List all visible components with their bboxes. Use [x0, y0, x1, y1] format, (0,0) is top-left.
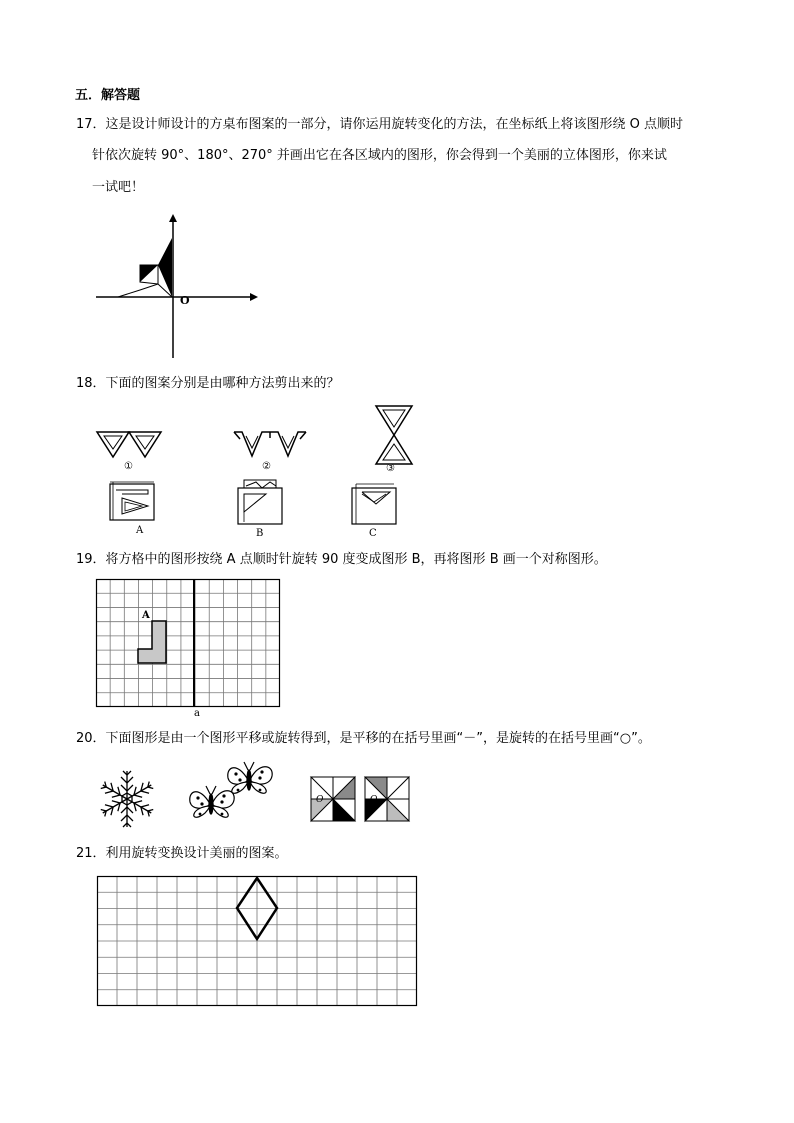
pinwheel-center-label: O: [316, 795, 324, 805]
q18-fold-a: [108, 482, 158, 522]
q18-pattern-1: [95, 430, 165, 460]
q18-fold-b: [236, 478, 286, 526]
q18-fold-c: [350, 482, 400, 526]
q18-fold-b-label: B: [256, 528, 264, 539]
q19-text: 19．将方格中的图形按绕 A 点顺时针旋转 90 度变成图形 B，再将图形 B 画一个对称图形。: [76, 552, 607, 567]
q17-line1: 17．这是设计师设计的方桌布图案的一部分，请你运用旋转变化的方法，在坐标纸上将该图形绕 O 点顺时: [76, 117, 684, 132]
q18-pattern-2-label: ②: [262, 461, 271, 472]
q18-fold-a-label: A: [136, 525, 144, 536]
q17-line2: 针依次旋转 90°、180°、270° 并画出它在各区域内的图形，你会得到一个美丽的立体图形，你来试: [92, 148, 667, 163]
q17-coordinate-figure: [90, 210, 260, 362]
q17-line3: 一试吧！: [92, 180, 145, 195]
q18-fold-c-label: C: [369, 528, 377, 539]
q20-text: 20．下面图形是由一个图形平移或旋转得到，是平移的在括号里画“－”，是旋转的在括号里画“○”。: [76, 731, 651, 746]
butterfly-icon: [224, 758, 276, 800]
q18-text: 18．下面的图案分别是由哪种方法剪出来的？: [76, 376, 340, 391]
section-title: 五．解答题: [75, 88, 141, 103]
q17-origin-label: O: [180, 294, 190, 307]
q18-pattern-3-label: ③: [386, 463, 395, 474]
q19-grid: [96, 579, 280, 707]
q19-point-label: A: [142, 610, 150, 621]
q21-text: 21．利用旋转变换设计美丽的图案。: [76, 846, 288, 861]
q18-pattern-2: [232, 430, 308, 460]
pinwheel-center-label: O: [370, 795, 378, 805]
q18-pattern-3: [374, 404, 414, 466]
q19-axis-label: a: [194, 708, 200, 719]
q18-pattern-1-label: ①: [124, 461, 133, 472]
q21-grid: [97, 876, 417, 1006]
snowflake-icon: [96, 768, 158, 830]
